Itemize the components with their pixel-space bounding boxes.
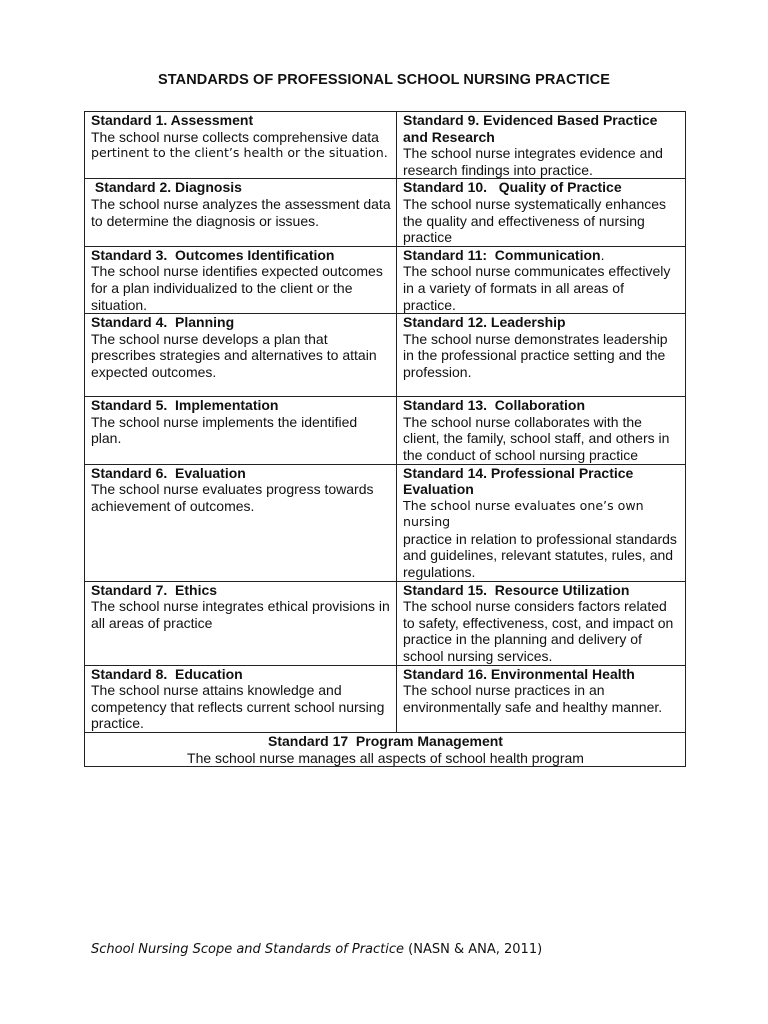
standard-title: Standard 11: Communication xyxy=(403,246,601,263)
standard-description: The school nurse identifies expected outcomes for a plan individualized to the client or the situation. xyxy=(91,263,383,313)
standard-cell xyxy=(397,665,686,732)
standard-cell xyxy=(85,397,397,464)
standard-description: The school nurse integrates ethical provisions in all areas of practice xyxy=(91,598,390,631)
standard-description: The school nurse evaluates progress towards achievement of outcomes. xyxy=(91,481,374,514)
standard-cell xyxy=(397,464,686,581)
standard-title: Standard 4. Planning xyxy=(91,314,235,331)
standard-description-first-line: The school nurse evaluates one’s own nursing xyxy=(403,497,644,530)
table-row xyxy=(85,581,686,665)
citation-title: School Nursing Scope and Standards of Practice xyxy=(91,942,405,957)
standard-description: The school nurse attains knowledge and competency that reflects current school nursing practice. xyxy=(91,682,385,732)
standard-title: Standard 10. Quality of Practice xyxy=(403,179,622,196)
standard-description-continued: pertinent to the client’s health or the situation. xyxy=(91,145,388,161)
table-row xyxy=(85,314,686,397)
table-row xyxy=(85,665,686,732)
standard-cell xyxy=(397,397,686,464)
standard-title: Standard 16. Environmental Health xyxy=(403,665,635,682)
standard-cell xyxy=(397,179,686,246)
table-row-final xyxy=(85,733,686,767)
standard-cell xyxy=(397,314,686,397)
standard-description: The school nurse communicates effectively in a variety of formats in all areas of practice. xyxy=(403,263,671,313)
standard-title-suffix: . xyxy=(600,246,605,263)
standard-title: Standard 3. Outcomes Identification xyxy=(91,246,335,263)
standard-title: Standard 8. Education xyxy=(91,665,243,682)
standard-description: The school nurse practices in an environmentally safe and healthy manner. xyxy=(403,682,663,715)
table-row xyxy=(85,112,686,179)
standard-cell xyxy=(85,665,397,732)
standard-cell xyxy=(397,246,686,313)
table-row xyxy=(85,464,686,581)
standard-cell xyxy=(397,112,686,179)
standard-title: Standard 13. Collaboration xyxy=(403,397,586,414)
standard-cell xyxy=(85,464,397,581)
standard-description: The school nurse systematically enhances the quality and effectiveness of nursing practice xyxy=(403,195,667,246)
standard-title: Standard 5. Implementation xyxy=(91,397,279,414)
standards-table xyxy=(84,111,686,767)
standard-title: Standard 9. Evidenced Based Practice and Research xyxy=(403,112,658,145)
standard-title: Standard 15. Resource Utilization xyxy=(403,581,630,598)
standard-description: The school nurse manages all aspects of school health program xyxy=(187,749,584,766)
standard-description: practice in relation to professional standards and guidelines, relevant statutes, rules, and regulations. xyxy=(403,530,677,581)
standard-title: Standard 2. Diagnosis xyxy=(91,179,242,196)
citation-source: (NASN & ANA, 2011) xyxy=(404,942,543,957)
standard-cell xyxy=(85,581,397,665)
standard-cell xyxy=(85,179,397,246)
standard-cell xyxy=(397,581,686,665)
standard-title: Standard 14. Professional Practice Evaluation xyxy=(403,464,634,498)
standard-title: Standard 17 Program Management xyxy=(268,733,503,749)
standard-heading xyxy=(403,247,680,264)
standard-cell xyxy=(85,314,397,397)
standard-title: Standard 6. Evaluation xyxy=(91,464,246,481)
standard-description: The school nurse analyzes the assessment data to determine the diagnosis or issues. xyxy=(91,195,391,229)
standard-description: The school nurse collects comprehensive data xyxy=(91,128,379,145)
standard-title: Standard 12. Leadership xyxy=(403,314,566,331)
standard-cell-merged xyxy=(85,733,686,767)
table-row xyxy=(85,246,686,313)
standard-description: The school nurse collaborates with the client, the family, school staff, and others in the conduct of school nursing practice xyxy=(403,413,670,463)
standard-cell xyxy=(85,246,397,313)
standard-description: The school nurse develops a plan that prescribes strategies and alternatives to attain expected outcomes. xyxy=(91,330,377,380)
page-title: STANDARDS OF PROFESSIONAL SCHOOL NURSING PRACTICE xyxy=(157,72,610,88)
table-row xyxy=(85,397,686,464)
standard-description: The school nurse implements the identified plan. xyxy=(91,413,358,447)
standard-cell xyxy=(85,112,397,179)
standard-description: The school nurse considers factors related to safety, effectiveness, cost, and impact on practice in the planning and delivery of school nursing services. xyxy=(403,598,674,665)
standard-description: The school nurse demonstrates leadership in the professional practice setting and the profession. xyxy=(403,330,668,380)
standard-description: The school nurse integrates evidence and research findings into practice. xyxy=(403,145,663,178)
citation-footer xyxy=(91,942,542,957)
standard-title: Standard 1. Assessment xyxy=(91,112,254,128)
standard-title: Standard 7. Ethics xyxy=(91,581,218,598)
table-row xyxy=(85,179,686,246)
